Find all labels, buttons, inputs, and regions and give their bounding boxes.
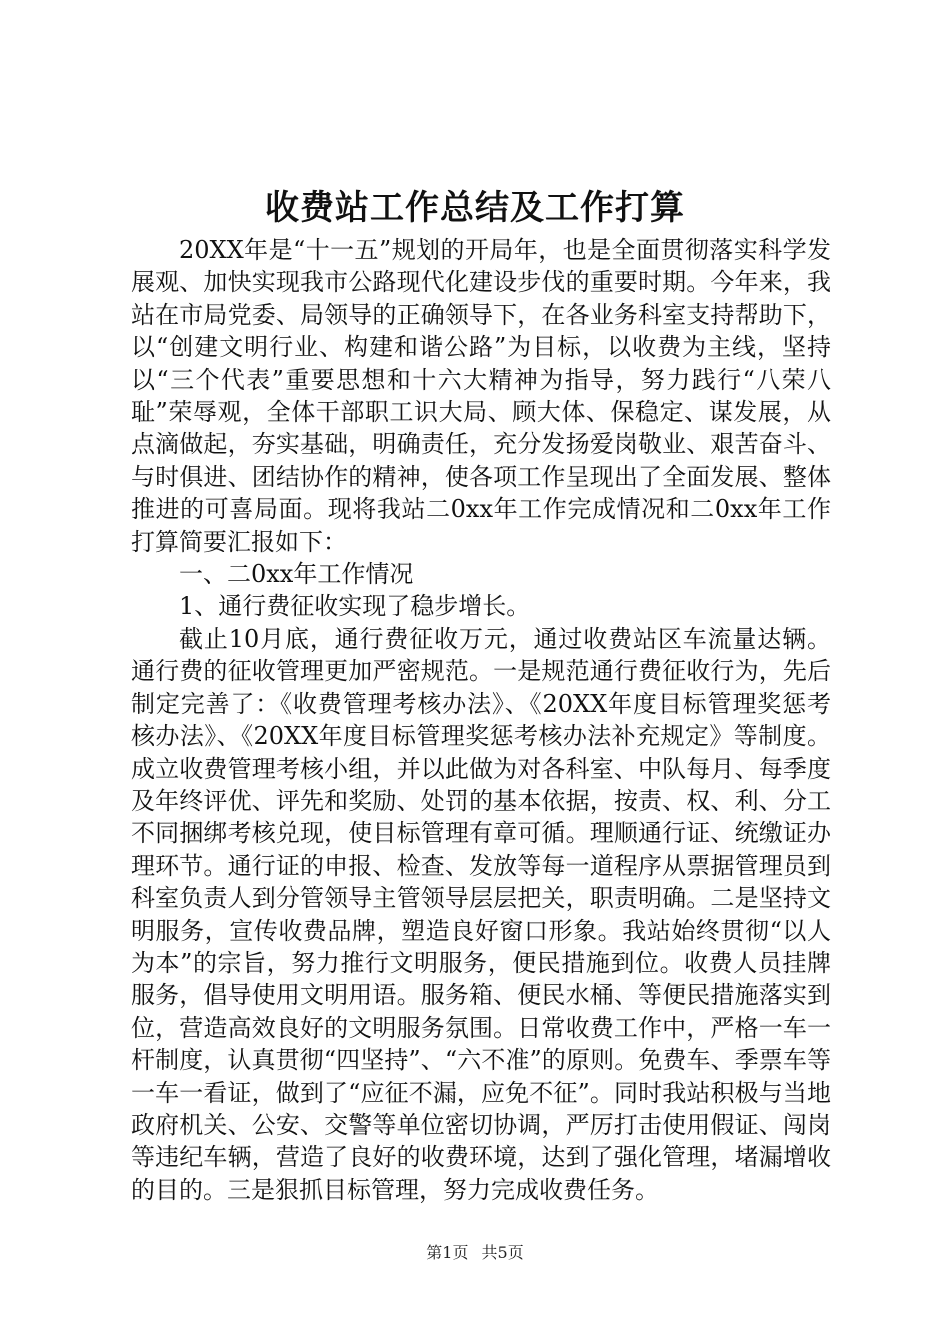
- paragraph-toll-collection: 截止10月底，通行费征收万元，通过收费站区车流量达辆。通行费的征收管理更加严密规范。一是规范通行费征收行为，先后制定完善了：《收费管理考核办法》、《20XX年度目标管理奖惩考核办法》、《20XX年度目标管理奖惩考核办法补充规定》等制度。成立收费管理考核小组，并以此做为对各科室、中队每月、每季度及年终评优、评先和奖励、处罚的基本依据，按责、权、利、分工不同捆绑考核兑现，使目标管理有章可循。理顺通行证、统缴证办理环节。通行证的申报、检查、发放等每一道程序从票据管理员到科室负责人到分管领导主管领导层层把关，职责明确。二是坚持文明服务，宣传收费品牌，塑造良好窗口形象。我站始终贯彻“以人为本”的宗旨，努力推行文明服务，便民措施到位。收费人员挂牌服务，倡导使用文明用语。服务箱、便民水桶、等便民措施落实到位，营造高效良好的文明服务氛围。日常收费工作中，严格一车一杆制度，认真贯彻“四坚持”、“六不准”的原则。免费车、季票车等一车一看证，做到了“应征不漏，应免不征”。同时我站积极与当地政府机关、公安、交警等单位密切协调，严厉打击使用假证、闯岗等违纪车辆，营造了良好的收费环境，达到了强化管理，堵漏增收的目的。三是狠抓目标管理，努力完成收费任务。: [131, 624, 831, 1204]
- section-heading: 一、二0xx年工作情况: [179, 560, 414, 589]
- paragraph-intro: 20XX年是“十一五”规划的开局年，也是全面贯彻落实科学发展观、加快实现我市公路现代化建设步伐的重要时期。今年来，我站在市局党委、局领导的正确领导下，在各业务科室支持帮助下，以“创建文明行业、构建和谐公路”为目标，以收费为主线，坚持以“三个代表”重要思想和十六大精神为指导，努力践行“八荣八耻”荣辱观，全体干部职工识大局、顾大体、保稳定、谋发展，从点滴做起，夯实基础，明确责任，充分发扬爱岗敬业、艰苦奋斗、与时俱进、团结协作的精神，使各项工作呈现出了全面发展、整体推进的可喜局面。现将我站二0xx年工作完成情况和二0xx年工作打算简要汇报如下：: [131, 236, 831, 556]
- page-total: 共5页: [481, 1243, 524, 1262]
- document-title: 收费站工作总结及工作打算: [265, 188, 685, 228]
- page-footer: [0, 1240, 950, 1263]
- subsection-heading: 1、通行费征收实现了稳步增长。: [179, 592, 531, 621]
- document-body: [131, 234, 831, 1206]
- page-number: 第1页: [426, 1243, 469, 1262]
